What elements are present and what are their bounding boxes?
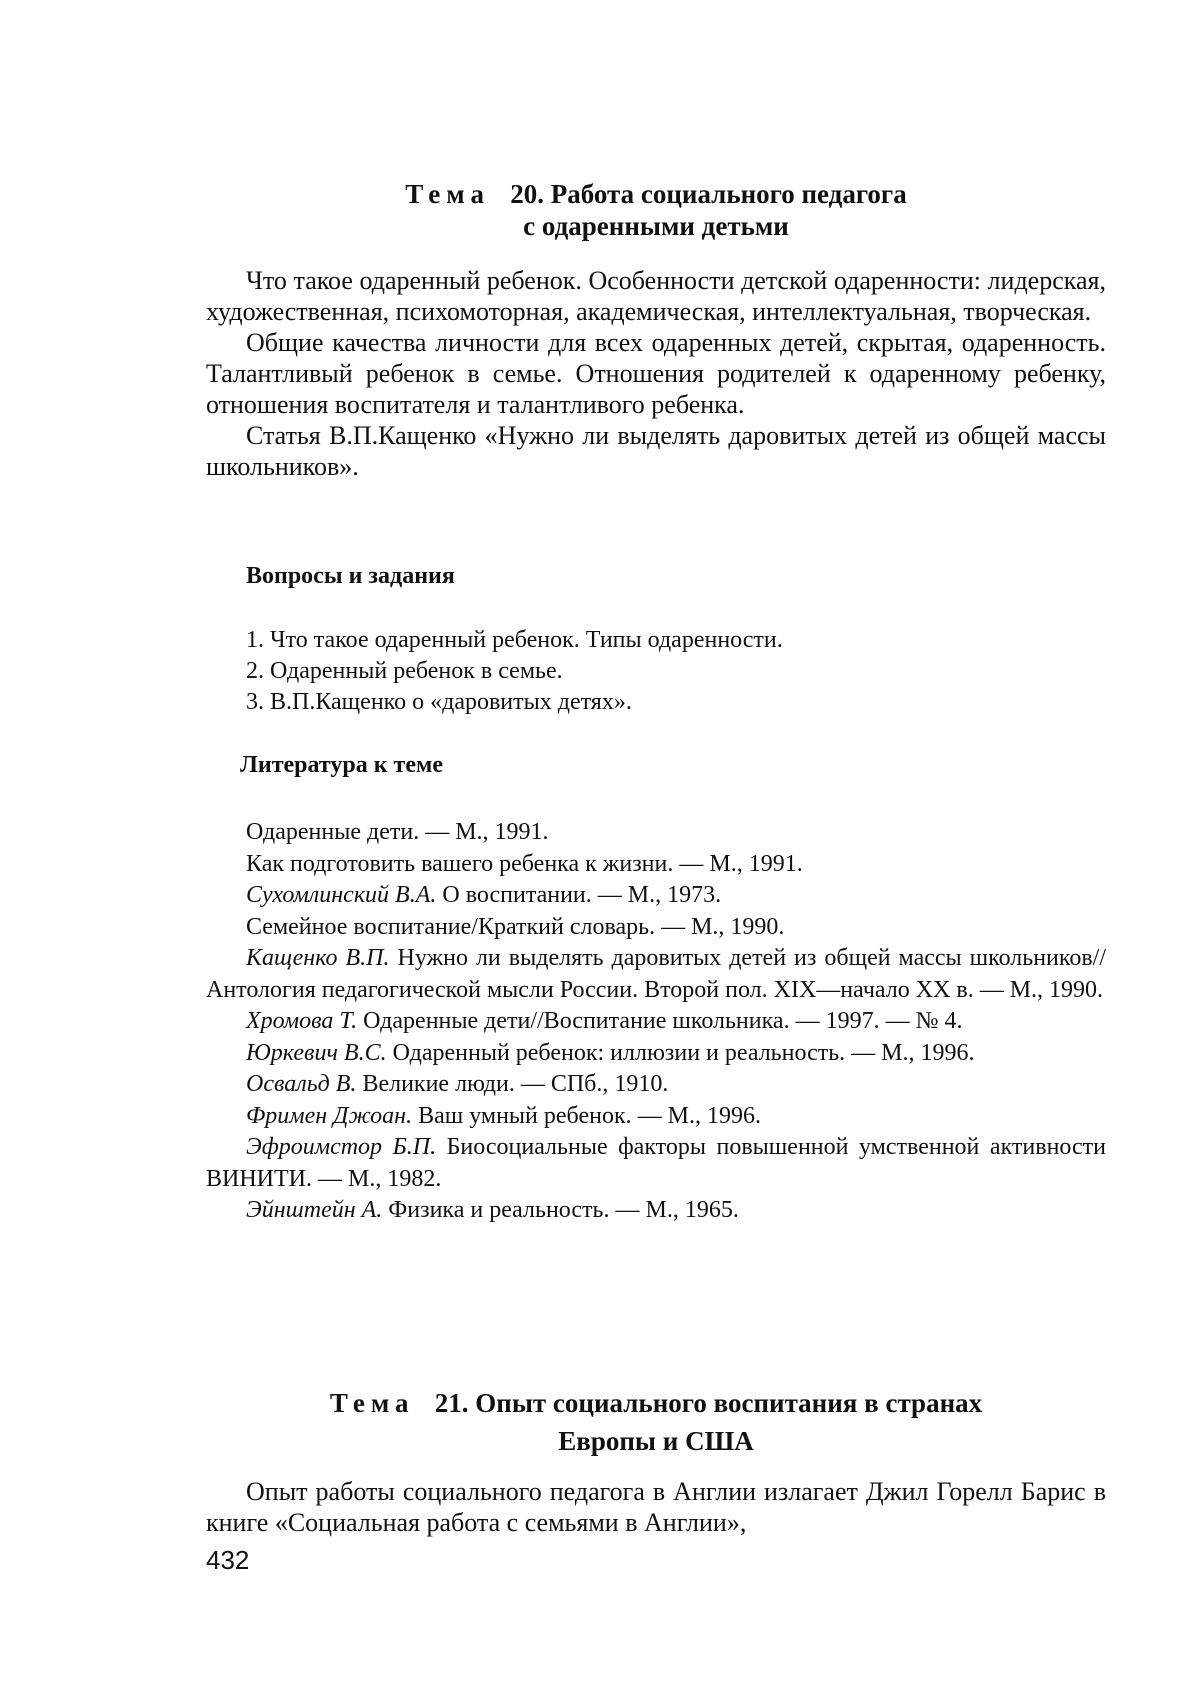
- questions-heading: Вопросы и задания: [246, 563, 455, 589]
- topic-20-heading: [206, 178, 1106, 242]
- literature-item: [206, 1132, 1106, 1195]
- literature-item: [206, 1006, 1106, 1038]
- literature-text: Физика и реальность. — М., 1965.: [388, 1197, 739, 1223]
- literature-item: [206, 943, 1106, 1006]
- topic-20-label: Тема: [405, 179, 490, 209]
- topic-21-heading: [206, 1384, 1106, 1460]
- topic-21-heading-line1: [206, 1384, 1106, 1422]
- intro-paragraph: Общие качества личности для всех одаренных детей, скрытая, одаренность. Талантливый ребенок в семье. Отношения родителей к одаренному ребенку, отношения воспитателя и талантливого ребенка.: [206, 328, 1106, 419]
- topic-20-heading-line1: [206, 178, 1106, 210]
- literature-text: Одаренный ребенок: иллюзии и реальность. — М., 1996.: [392, 1039, 975, 1066]
- literature-item: [206, 849, 1106, 881]
- question-item: 2. Одаренный ребенок в семье.: [246, 658, 563, 684]
- literature-author: Фримен Джоан.: [246, 1102, 413, 1129]
- literature-author: Юркевич В.С.: [246, 1039, 387, 1066]
- topic-20-description: [206, 265, 1106, 482]
- literature-author: Хромова Т.: [246, 1008, 358, 1034]
- topic-21-title-line2: Европы и США: [558, 1426, 754, 1456]
- literature-text: Биосоциальные факторы повышенной умственной активности ВИНИТИ. — М., 1982.: [206, 1134, 1107, 1192]
- literature-text: Семейное воспитание/Краткий словарь. — М., 1990.: [246, 913, 785, 940]
- literature-author: Сухомлинский В.А.: [246, 882, 437, 908]
- literature-author: Эйнштейн А.: [246, 1197, 383, 1223]
- topic-20-title-line1: 20. Работа социального педагога: [510, 179, 907, 209]
- literature-item: [206, 912, 1106, 944]
- literature-list: [206, 817, 1106, 1227]
- literature-item: [206, 1195, 1106, 1227]
- question-item: 3. В.П.Кащенко о «даровитых детях».: [246, 689, 632, 715]
- literature-author: Эфроимстор Б.П.: [246, 1134, 437, 1160]
- closing-paragraph: Опыт работы социального педагога в Англии излагает Джил Горелл Барис в книге «Социальная работа с семьями в Англии»,: [206, 1477, 1106, 1537]
- literature-item: [206, 1038, 1106, 1070]
- literature-item: [206, 817, 1106, 849]
- page-number: 432: [206, 1545, 250, 1575]
- literature-author: Освальд В.: [246, 1071, 357, 1097]
- literature-heading: Литература к теме: [240, 752, 443, 778]
- literature-text: О воспитании. — М., 1973.: [442, 882, 722, 908]
- literature-text: Как подготовить вашего ребенка к жизни. — М., 1991.: [246, 850, 803, 877]
- question-item: 1. Что такое одаренный ребенок. Типы одаренности.: [246, 627, 783, 653]
- topic-21-description: [206, 1476, 1106, 1538]
- literature-text: Ваш умный ребенок. — М., 1996.: [418, 1102, 761, 1129]
- literature-text: Одаренные дети. — М., 1991.: [246, 819, 549, 845]
- literature-text: Нужно ли выделять даровитых детей из общей массы школьников//Антология педагогической мысли России. Второй пол. XIX—начало XX в. — М., 1990.: [206, 945, 1106, 1003]
- topic-21-label: Тема: [329, 1388, 415, 1418]
- literature-text: Одаренные дети//Воспитание школьника. — 1997. — № 4.: [363, 1008, 963, 1034]
- literature-item: [206, 880, 1106, 912]
- literature-text: Великие люди. — СПб., 1910.: [362, 1071, 669, 1097]
- literature-author: Кащенко В.П.: [246, 945, 390, 971]
- intro-paragraph: Статья В.П.Кащенко «Нужно ли выделять даровитых детей из общей массы школьников».: [206, 421, 1106, 481]
- questions-list: [246, 625, 1106, 718]
- topic-21-title-line1: 21. Опыт социального воспитания в странах: [434, 1388, 983, 1418]
- intro-paragraph: Что такое одаренный ребенок. Особенности детской одаренности: лидерская, художественная, психомоторная, академическая, интеллектуальная, творческая.: [206, 266, 1106, 326]
- topic-20-title-line2: с одаренными детьми: [523, 211, 789, 241]
- literature-item: [206, 1069, 1106, 1101]
- literature-item: [206, 1101, 1106, 1133]
